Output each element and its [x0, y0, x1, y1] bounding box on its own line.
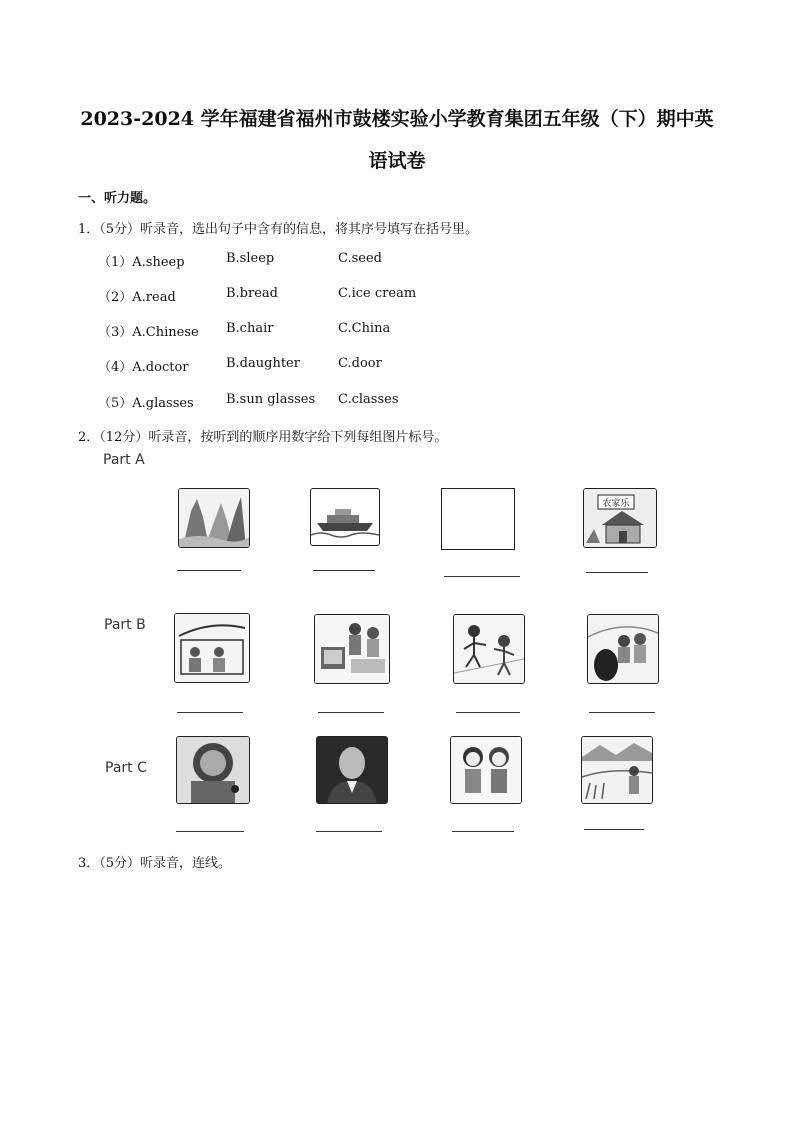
part-a-label: Part A	[103, 452, 145, 468]
option-3b: B.chair	[226, 321, 274, 336]
blank-picture	[441, 488, 515, 550]
farmer-field-picture	[581, 736, 653, 804]
option-2b: B.bread	[226, 286, 278, 301]
bus-passengers-picture	[174, 613, 250, 683]
ship-picture	[310, 488, 380, 546]
kids-running-picture	[453, 614, 525, 684]
photo-taking-picture	[587, 614, 659, 684]
question-3-stem: 3．（5分）听录音，连线。	[78, 856, 232, 871]
option-3a: （3）A.Chinese	[98, 325, 199, 340]
option-5a: （5）A.glasses	[98, 396, 194, 411]
page-title-line-1: 2023-2024 学年福建省福州市鼓楼实验小学教育集团五年级（下）期中英	[80, 108, 714, 130]
answer-line-c4[interactable]	[584, 829, 644, 830]
two-children-picture	[450, 736, 522, 804]
question-2-stem: 2．（12分）听录音，按听到的顺序用数字给下列每组图片标号。	[78, 430, 448, 445]
answer-line-b4[interactable]	[589, 712, 655, 713]
option-4c: C.door	[338, 356, 382, 371]
answer-line-b1[interactable]	[177, 712, 243, 713]
farmhouse-picture	[583, 488, 657, 548]
answer-line-a2[interactable]	[313, 570, 375, 571]
farmhouse-sign-text: 农家乐	[602, 499, 630, 509]
part-c-label: Part C	[105, 760, 147, 776]
answer-line-c2[interactable]	[316, 831, 382, 832]
option-4b: B.daughter	[226, 356, 300, 371]
page-title-line-2: 语试卷	[368, 150, 426, 172]
answer-line-c1[interactable]	[176, 831, 244, 832]
option-2c: C.ice cream	[338, 286, 417, 301]
answer-line-a4[interactable]	[586, 572, 648, 573]
scientist-portrait-picture	[316, 736, 388, 804]
option-1a: （1）A.sheep	[98, 255, 185, 270]
astronaut-picture	[176, 736, 250, 804]
option-2a: （2）A.read	[98, 290, 176, 305]
answer-line-a1[interactable]	[177, 570, 241, 571]
option-1c: C.seed	[338, 251, 382, 266]
part-b-label: Part B	[104, 617, 146, 633]
answer-line-c3[interactable]	[452, 831, 514, 832]
answer-line-a3[interactable]	[444, 576, 520, 577]
option-1b: B.sleep	[226, 251, 275, 266]
option-3c: C.China	[338, 321, 391, 336]
option-5c: C.classes	[338, 392, 399, 407]
family-tv-picture	[314, 614, 390, 684]
question-1-stem: 1．（5分）听录音，选出句子中含有的信息，将其序号填写在括号里。	[78, 222, 479, 237]
mountains-picture	[178, 488, 250, 548]
section-heading-listening: 一、听力题。	[78, 191, 157, 206]
option-5b: B.sun glasses	[226, 392, 316, 407]
answer-line-b2[interactable]	[318, 712, 384, 713]
option-4a: （4）A.doctor	[98, 360, 189, 375]
answer-line-b3[interactable]	[456, 712, 520, 713]
